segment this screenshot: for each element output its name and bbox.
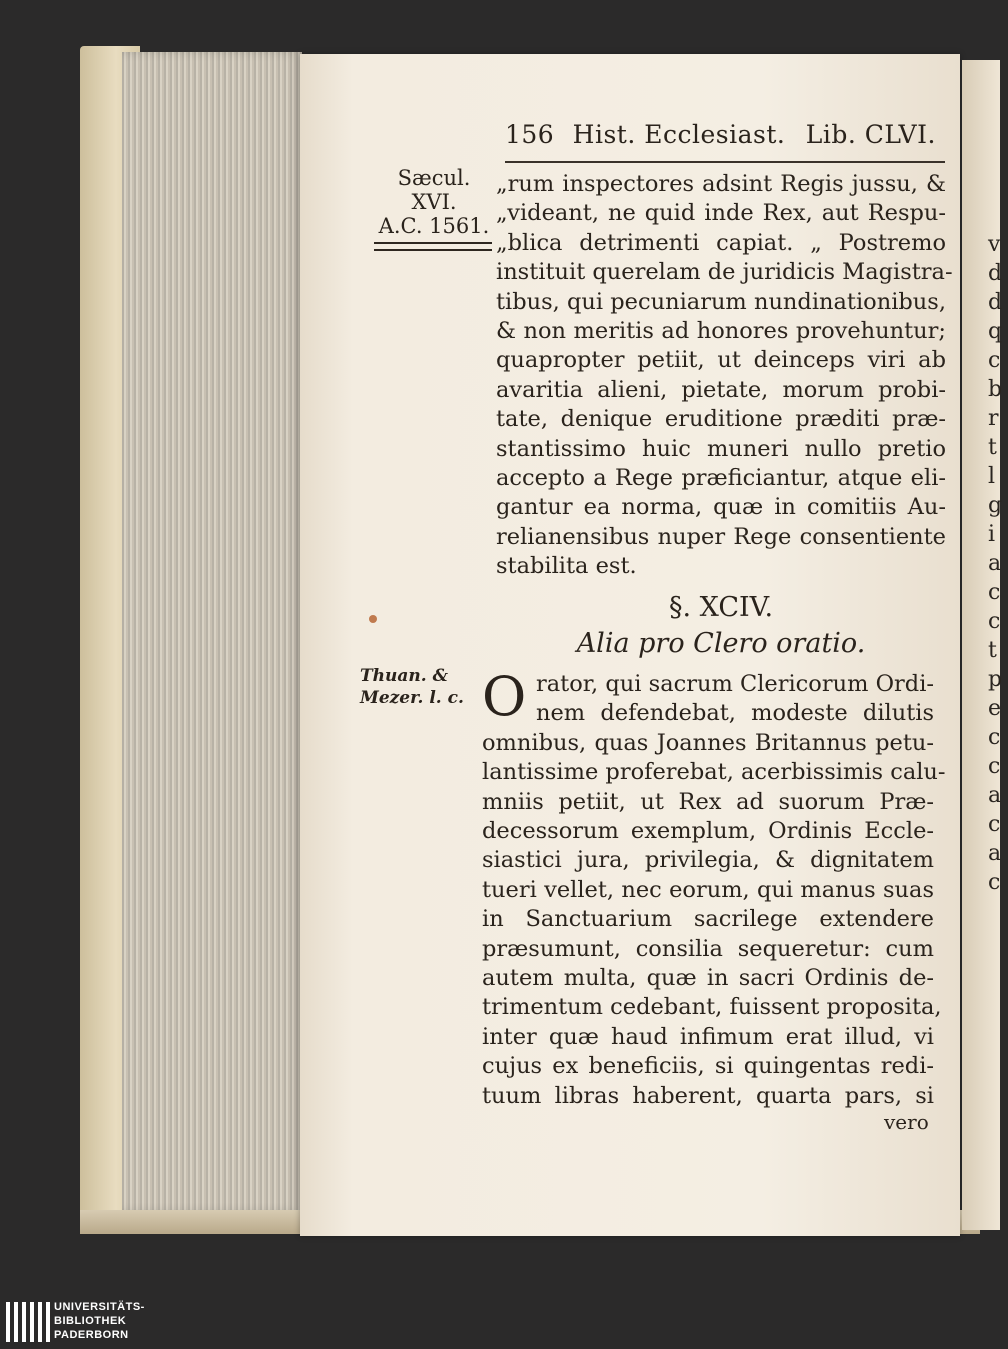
text-line: mniis petiit, ut Rex ad suorum Præ- [482,788,934,815]
page-stack-edge [122,52,302,1212]
header-rule [505,161,945,163]
margin-note-source-line2: Mezer. l. c. [360,688,464,708]
logo-line-3: PADERBORN [54,1329,129,1341]
text-line: „rum inspectores adsint Regis jussu, & [496,171,946,197]
library-footer [0,1296,1000,1349]
text-line: lantissime proferebat, acerbissimis calu- [482,759,946,786]
text-line: instituit querelam de juridicis Magistra- [496,259,953,286]
text-line: decessorum exemplum, Ordinis Eccle- [482,818,934,845]
text-line: stantissimo huic muneri nullo pretio [496,435,946,462]
margin-note-century-line1: Sæcul. XVI. [397,166,471,214]
page-number: 156 [505,120,555,149]
text-line: gantur ea norma, quæ in comitiis Au- [496,494,946,521]
facing-page-letter: v [988,232,1001,257]
text-line: tueri vellet, nec eorum, qui manus suas [482,876,934,903]
logo-line-1: UNIVERSITÄTS- [54,1301,145,1313]
text-line: omnibus, quas Joannes Britannus petu- [482,729,934,756]
text-line: stabilita est. [496,553,637,580]
text-line: trimentum cedebant, fuissent proposita, [482,994,942,1021]
text-line: autem multa, quæ in sacri Ordinis de- [482,965,934,992]
margin-note-century [374,166,494,251]
text-line: relianensibus nuper Rege consentiente [496,523,946,550]
text-line: avaritia alieni, pietate, morum probi- [496,376,946,403]
library-logo-text [54,1300,145,1342]
drop-cap: O [482,665,527,728]
running-title: Hist. Ecclesiast. [572,120,786,149]
text-line: „videant, ne quid inde Rex, aut Respu- [496,200,946,227]
paragraph-2 [482,665,946,1111]
text-line: quapropter petiit, ut deinceps viri ab [496,347,946,374]
text-line: tuum libras haberent, quarta pars, si [482,1082,934,1109]
text-line: tate, denique eruditione præditi præ- [496,406,946,433]
text-line: rator, qui sacrum Clericorum Ordi- [536,671,934,697]
margin-note-source [360,665,480,709]
text-line: cujus ex beneficiis, si quingentas redi- [482,1053,934,1080]
facing-page-letters [988,230,1008,897]
facing-page-letter: p [988,667,1003,692]
facing-page-letter: a [988,551,1002,576]
facing-page-letter: l [988,464,996,489]
book-number: Lib. CLVI. [805,120,936,149]
text-line: inter quæ haud infimum erat illud, vi [482,1023,934,1050]
library-logo-icon [6,1302,50,1342]
paragraph-1 [496,170,953,582]
facing-page-letter: d [988,261,1003,286]
margin-note-rule [374,242,492,251]
facing-page-letter: c [988,725,1001,750]
facing-page-letter: e [988,696,1002,721]
facing-page-letter: t [988,435,997,460]
facing-page-letter: d [988,290,1003,315]
text-line: siastici jura, privilegia, & dignitatem [482,847,934,874]
facing-page-letter: c [988,609,1001,634]
running-head [505,120,945,149]
facing-page-letter: c [988,348,1001,373]
section-heading: §. XCIV. [668,592,774,623]
text-line: tibus, qui pecuniarum nundinationibus, [496,288,946,315]
facing-page-letter: g [988,493,1003,518]
text-line: nem defendebat, modeste dilutis [536,700,934,727]
facing-page-letter: c [988,754,1001,779]
margin-note-source-line1: Thuan. & [360,666,448,686]
section-subheading: Alia pro Clero oratio. [576,628,866,659]
facing-page-letter: t [988,638,997,663]
facing-page-letter: r [988,406,999,431]
facing-page-fragment [962,60,1003,1230]
facing-page-letter: c [988,812,1001,837]
facing-page-letter: c [988,580,1001,605]
text-line: in Sanctuarium sacrilege extendere [482,906,934,933]
text-line: & non meritis ad honores provehuntur; [496,318,946,345]
facing-page-letter: a [988,783,1002,808]
text-line: „blica detrimenti capiat. „ Postremo [496,229,946,256]
facing-page-letter: a [988,841,1002,866]
text-line: accepto a Rege præficiantur, atque eli- [496,465,946,492]
facing-page-letter: q [988,319,1003,344]
logo-line-2: BIBLIOTHEK [54,1315,127,1327]
facing-page-letter: b [988,377,1003,402]
facing-page-letter: i [988,522,996,547]
facing-page-letter: c [988,870,1001,895]
text-line: præsumunt, consilia sequeretur: cum [482,935,934,962]
catchword: vero [884,1110,929,1134]
ink-spot [369,615,377,623]
margin-note-century-line2: A.C. 1561. [378,214,490,238]
